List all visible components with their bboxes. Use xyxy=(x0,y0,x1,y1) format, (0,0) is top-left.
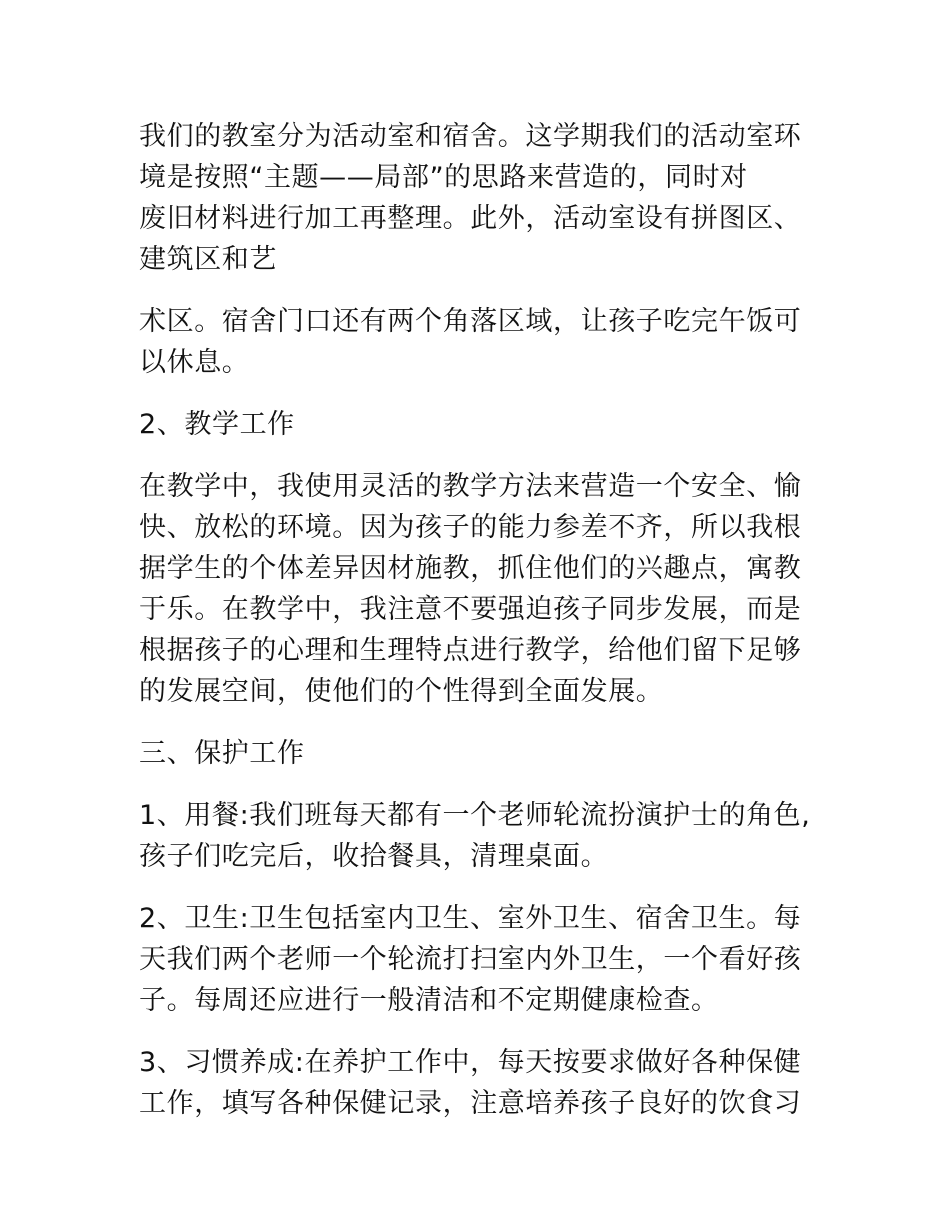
text-line: 建筑区和艺 xyxy=(139,244,277,275)
text-line: 我们的教室分为活动室和宿舍。这学期我们的活动室环 xyxy=(139,121,802,152)
section-heading-teaching xyxy=(139,404,839,445)
paragraph-hygiene xyxy=(139,898,839,1021)
paragraph-habits xyxy=(139,1042,839,1124)
text-line: 天我们两个老师一个轮流打扫室内外卫生，一个看好孩 xyxy=(139,944,802,975)
text-line: 废旧材料进行加工再整理。此外，活动室设有拼图区、 xyxy=(139,203,802,234)
text-line: 境是按照“主题——局部”的思路来营造的，同时对 xyxy=(139,162,748,193)
paragraph-spacer xyxy=(139,712,839,733)
paragraph-classroom-environment xyxy=(139,116,839,280)
text-line: 术区。宿舍门口还有两个角落区域，让孩子吃完午饭可 xyxy=(139,306,802,337)
text-line: 孩子们吃完后，收拾餐具，清理桌面。 xyxy=(139,841,609,872)
text-line: 根据孩子的心理和生理特点进行教学，给他们留下足够 xyxy=(139,635,802,666)
paragraph-dormitory-corners xyxy=(139,301,839,383)
text-line: 快、放松的环境。因为孩子的能力参差不齐，所以我根 xyxy=(139,512,802,543)
paragraph-spacer xyxy=(139,383,839,404)
paragraph-spacer xyxy=(139,877,839,898)
heading-text: 三、保护工作 xyxy=(139,738,305,769)
paragraph-spacer xyxy=(139,445,839,466)
text-line: 2、卫生:卫生包括室内卫生、室外卫生、宿舍卫生。每 xyxy=(139,903,802,934)
paragraph-spacer xyxy=(139,774,839,795)
heading-text: 2、教学工作 xyxy=(139,409,295,440)
paragraph-spacer xyxy=(139,1021,839,1042)
text-line: 3、习惯养成:在养护工作中，每天按要求做好各种保健 xyxy=(139,1047,802,1078)
text-line: 在教学中，我使用灵活的教学方法来营造一个安全、愉 xyxy=(139,471,802,502)
text-line: 以休息。 xyxy=(139,347,250,378)
text-line: 的发展空间，使他们的个性得到全面发展。 xyxy=(139,676,664,707)
text-line: 据学生的个体差异因材施教，抓住他们的兴趣点，寓教 xyxy=(139,553,802,584)
text-line: 子。每周还应进行一般清洁和不定期健康检查。 xyxy=(139,985,719,1016)
text-line: 于乐。在教学中，我注意不要强迫孩子同步发展，而是 xyxy=(139,594,802,625)
document-page xyxy=(139,116,839,1124)
section-heading-care xyxy=(139,733,839,774)
paragraph-meals xyxy=(139,795,839,877)
text-line: 1、用餐:我们班每天都有一个老师轮流扮演护士的角色, xyxy=(139,800,811,831)
paragraph-spacer xyxy=(139,280,839,301)
paragraph-teaching-methods xyxy=(139,466,839,712)
text-line: 工作，填写各种保健记录，注意培养孩子良好的饮食习 xyxy=(139,1088,802,1119)
